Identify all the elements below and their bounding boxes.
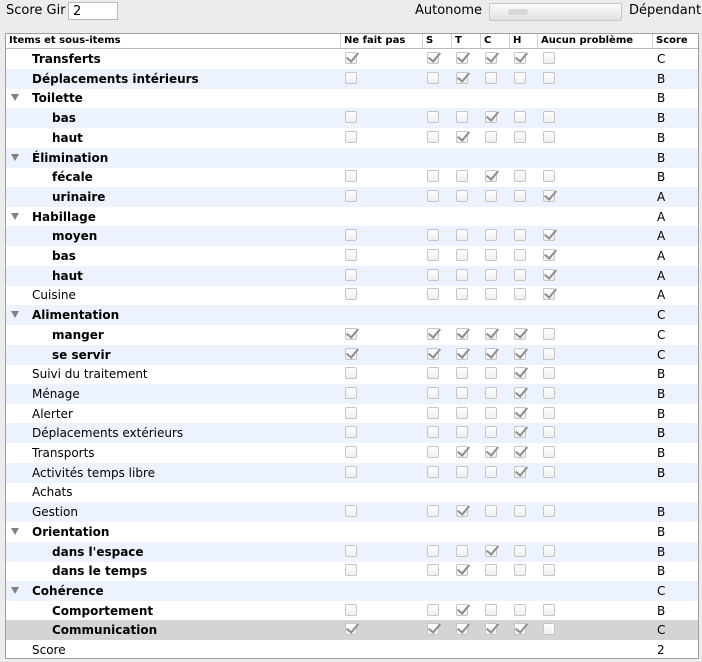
checkbox-s[interactable] <box>427 505 439 517</box>
row-score: B <box>657 111 666 126</box>
autonomy-level-indicator <box>489 3 622 21</box>
checkbox-c[interactable] <box>485 623 497 635</box>
checkbox-ne-fait-pas[interactable] <box>345 387 357 399</box>
checkbox-aucun-probleme[interactable] <box>543 269 555 281</box>
checkbox-aucun-probleme[interactable] <box>543 52 555 64</box>
checkbox-ne-fait-pas[interactable] <box>345 269 357 281</box>
checkbox-t[interactable] <box>456 131 468 143</box>
row-label: moyen <box>52 229 98 244</box>
score-gir-input[interactable] <box>68 2 118 20</box>
row-label: fécale <box>52 170 93 185</box>
checkbox-aucun-probleme[interactable] <box>543 288 555 300</box>
table-row[interactable] <box>6 49 698 69</box>
checkbox-s[interactable] <box>427 52 439 64</box>
table-row[interactable] <box>6 167 698 187</box>
checkbox-ne-fait-pas[interactable] <box>345 407 357 419</box>
checkbox-t[interactable] <box>456 348 468 360</box>
checkbox-ne-fait-pas[interactable] <box>345 348 357 360</box>
row-label: Déplacements intérieurs <box>32 71 199 86</box>
row-label: bas <box>52 111 76 126</box>
checkbox-h[interactable] <box>514 229 526 241</box>
row-score: B <box>657 130 666 145</box>
table-row[interactable] <box>6 620 698 640</box>
table-row[interactable] <box>6 305 698 325</box>
checkbox-ne-fait-pas[interactable] <box>345 623 357 635</box>
table-row[interactable] <box>6 207 698 227</box>
checkbox-h[interactable] <box>514 545 526 557</box>
table-row[interactable] <box>6 443 698 463</box>
checkbox-aucun-probleme[interactable] <box>543 367 555 379</box>
checkbox-ne-fait-pas[interactable] <box>345 446 357 458</box>
row-label: Alimentation <box>32 308 120 323</box>
checkbox-h[interactable] <box>514 131 526 143</box>
table-row[interactable] <box>6 285 698 305</box>
column-header-h[interactable]: H <box>510 34 538 48</box>
checkbox-ne-fait-pas[interactable] <box>345 249 357 261</box>
table-row[interactable] <box>6 364 698 384</box>
table-row[interactable] <box>6 601 698 621</box>
checkbox-aucun-probleme[interactable] <box>543 72 555 84</box>
table-row[interactable] <box>6 69 698 89</box>
row-score: C <box>657 308 666 323</box>
checkbox-c[interactable] <box>485 328 497 340</box>
disclosure-triangle-icon[interactable] <box>11 154 19 161</box>
checkbox-c[interactable] <box>485 229 497 241</box>
checkbox-t[interactable] <box>456 505 468 517</box>
row-score: B <box>657 524 666 539</box>
row-label: dans l'espace <box>52 544 144 559</box>
checkbox-h[interactable] <box>514 288 526 300</box>
row-score: C <box>657 327 666 342</box>
checkbox-h[interactable] <box>514 466 526 478</box>
checkbox-h[interactable] <box>514 190 526 202</box>
checkbox-t[interactable] <box>456 288 468 300</box>
row-label: Suivi du traitement <box>32 367 148 382</box>
checkbox-s[interactable] <box>427 111 439 123</box>
checkbox-aucun-probleme[interactable] <box>543 446 555 458</box>
table-header <box>6 34 698 49</box>
checkbox-ne-fait-pas[interactable] <box>345 426 357 438</box>
checkbox-h[interactable] <box>514 111 526 123</box>
checkbox-s[interactable] <box>427 269 439 281</box>
row-score: C <box>657 347 666 362</box>
table-row[interactable] <box>6 482 698 502</box>
checkbox-t[interactable] <box>456 426 468 438</box>
checkbox-t[interactable] <box>456 170 468 182</box>
checkbox-c[interactable] <box>485 72 497 84</box>
row-label: Activités temps libre <box>32 465 156 480</box>
row-label: Toilette <box>32 91 83 106</box>
row-score: B <box>657 406 666 421</box>
table-row[interactable] <box>6 88 698 108</box>
checkbox-c[interactable] <box>485 111 497 123</box>
checkbox-aucun-probleme[interactable] <box>543 328 555 340</box>
checkbox-aucun-probleme[interactable] <box>543 505 555 517</box>
row-label: Déplacements extérieurs <box>32 426 184 441</box>
checkbox-aucun-probleme[interactable] <box>543 387 555 399</box>
row-score: B <box>657 170 666 185</box>
column-header-aucun-probleme[interactable]: Aucun problème <box>538 34 653 48</box>
row-label: se servir <box>52 347 111 362</box>
checkbox-c[interactable] <box>485 466 497 478</box>
checkbox-aucun-probleme[interactable] <box>543 229 555 241</box>
checkbox-aucun-probleme[interactable] <box>543 190 555 202</box>
checkbox-s[interactable] <box>427 328 439 340</box>
checkbox-h[interactable] <box>514 348 526 360</box>
checkbox-c[interactable] <box>485 131 497 143</box>
checkbox-t[interactable] <box>456 269 468 281</box>
checkbox-aucun-probleme[interactable] <box>543 348 555 360</box>
table-row[interactable] <box>6 423 698 443</box>
checkbox-c[interactable] <box>485 367 497 379</box>
checkbox-c[interactable] <box>485 190 497 202</box>
table-row[interactable] <box>6 463 698 483</box>
autonome-label: Autonome <box>415 3 483 18</box>
row-score: A <box>657 268 666 283</box>
row-label: haut <box>52 130 83 145</box>
table-row[interactable] <box>6 345 698 365</box>
row-label: manger <box>52 327 104 342</box>
checkbox-h[interactable] <box>514 604 526 616</box>
checkbox-t[interactable] <box>456 623 468 635</box>
column-header-ne-fait-pas[interactable]: Ne fait pas <box>341 34 423 48</box>
checkbox-h[interactable] <box>514 387 526 399</box>
column-header-t[interactable]: T <box>452 34 481 48</box>
checkbox-c[interactable] <box>485 269 497 281</box>
checkbox-h[interactable] <box>514 426 526 438</box>
checkbox-s[interactable] <box>427 446 439 458</box>
table-row[interactable] <box>6 128 698 148</box>
checkbox-h[interactable] <box>514 170 526 182</box>
column-header-c[interactable]: C <box>481 34 510 48</box>
table-row[interactable] <box>6 542 698 562</box>
row-label: Élimination <box>32 150 109 165</box>
checkbox-s[interactable] <box>427 249 439 261</box>
row-score: B <box>657 603 666 618</box>
checkbox-h[interactable] <box>514 52 526 64</box>
table-row[interactable] <box>6 640 698 659</box>
row-label: dans le temps <box>52 564 148 579</box>
checkbox-ne-fait-pas[interactable] <box>345 604 357 616</box>
checkbox-t[interactable] <box>456 190 468 202</box>
checkbox-aucun-probleme[interactable] <box>543 170 555 182</box>
checkbox-aucun-probleme[interactable] <box>543 604 555 616</box>
checkbox-t[interactable] <box>456 446 468 458</box>
checkbox-aucun-probleme[interactable] <box>543 545 555 557</box>
checkbox-h[interactable] <box>514 269 526 281</box>
row-score: B <box>657 386 666 401</box>
checkbox-h[interactable] <box>514 72 526 84</box>
checkbox-ne-fait-pas[interactable] <box>345 131 357 143</box>
row-label: Transports <box>32 446 95 460</box>
table-row[interactable] <box>6 108 698 128</box>
checkbox-aucun-probleme[interactable] <box>543 564 555 576</box>
checkbox-h[interactable] <box>514 328 526 340</box>
row-label: Transferts <box>32 52 101 66</box>
checkbox-ne-fait-pas[interactable] <box>345 72 357 84</box>
checkbox-ne-fait-pas[interactable] <box>345 505 357 517</box>
table-row[interactable] <box>6 384 698 404</box>
dependant-label: Dépendant <box>629 3 702 18</box>
row-score: B <box>657 446 666 460</box>
checkbox-t[interactable] <box>456 387 468 399</box>
table-row[interactable] <box>6 246 698 266</box>
row-score: A <box>657 229 666 244</box>
row-score: 2 <box>657 643 665 657</box>
checkbox-s[interactable] <box>427 288 439 300</box>
row-label: Gestion <box>32 505 78 520</box>
disclosure-triangle-icon[interactable] <box>11 311 19 318</box>
checkbox-ne-fait-pas[interactable] <box>345 190 357 202</box>
disclosure-triangle-icon[interactable] <box>11 587 19 594</box>
checkbox-c[interactable] <box>485 505 497 517</box>
checkbox-c[interactable] <box>485 288 497 300</box>
row-score: B <box>657 426 666 441</box>
row-label: Habillage <box>32 209 96 224</box>
checkbox-t[interactable] <box>456 545 468 557</box>
row-score: A <box>657 209 666 224</box>
checkbox-h[interactable] <box>514 505 526 517</box>
row-label: Ménage <box>32 386 80 401</box>
column-header-items[interactable]: Items et sous-items <box>6 34 341 48</box>
checkbox-s[interactable] <box>427 623 439 635</box>
table-row[interactable] <box>6 266 698 286</box>
row-score: B <box>657 150 666 165</box>
checkbox-s[interactable] <box>427 466 439 478</box>
column-header-score[interactable]: Score <box>656 35 688 46</box>
table-row[interactable] <box>6 522 698 542</box>
checkbox-t[interactable] <box>456 111 468 123</box>
checkbox-s[interactable] <box>427 190 439 202</box>
checkbox-c[interactable] <box>485 387 497 399</box>
checkbox-s[interactable] <box>427 387 439 399</box>
row-score: A <box>657 189 666 204</box>
table-row[interactable] <box>6 226 698 246</box>
checkbox-s[interactable] <box>427 407 439 419</box>
checkbox-t[interactable] <box>456 466 468 478</box>
checkbox-c[interactable] <box>485 564 497 576</box>
checkbox-ne-fait-pas[interactable] <box>345 545 357 557</box>
checkbox-c[interactable] <box>485 52 497 64</box>
checkbox-h[interactable] <box>514 367 526 379</box>
row-score: B <box>657 544 666 559</box>
checkbox-c[interactable] <box>485 407 497 419</box>
checkbox-t[interactable] <box>456 367 468 379</box>
checkbox-c[interactable] <box>485 170 497 182</box>
checkbox-s[interactable] <box>427 604 439 616</box>
row-label: haut <box>52 268 83 283</box>
checkbox-s[interactable] <box>427 426 439 438</box>
checkbox-ne-fait-pas[interactable] <box>345 564 357 576</box>
row-label: urinaire <box>52 189 106 204</box>
checkbox-s[interactable] <box>427 229 439 241</box>
checkbox-ne-fait-pas[interactable] <box>345 288 357 300</box>
toolbar <box>0 0 702 30</box>
checkbox-t[interactable] <box>456 52 468 64</box>
checkbox-t[interactable] <box>456 407 468 419</box>
checkbox-ne-fait-pas[interactable] <box>345 367 357 379</box>
row-score: B <box>657 91 666 106</box>
checkbox-aucun-probleme[interactable] <box>543 466 555 478</box>
checkbox-t[interactable] <box>456 328 468 340</box>
checkbox-s[interactable] <box>427 564 439 576</box>
row-label: Communication <box>52 623 158 638</box>
table-row[interactable] <box>6 581 698 601</box>
checkbox-s[interactable] <box>427 131 439 143</box>
checkbox-h[interactable] <box>514 564 526 576</box>
row-score: B <box>657 71 666 86</box>
checkbox-c[interactable] <box>485 249 497 261</box>
checkbox-t[interactable] <box>456 229 468 241</box>
checkbox-t[interactable] <box>456 249 468 261</box>
checkbox-t[interactable] <box>456 72 468 84</box>
row-label: Achats <box>32 485 73 500</box>
items-table <box>5 33 699 659</box>
checkbox-t[interactable] <box>456 604 468 616</box>
table-row[interactable] <box>6 148 698 168</box>
row-score: C <box>657 52 666 66</box>
checkbox-aucun-probleme[interactable] <box>543 623 555 635</box>
column-header-s[interactable]: S <box>423 34 452 48</box>
checkbox-s[interactable] <box>427 72 439 84</box>
checkbox-h[interactable] <box>514 446 526 458</box>
checkbox-s[interactable] <box>427 170 439 182</box>
checkbox-s[interactable] <box>427 367 439 379</box>
score-gir-label: Score Gir <box>6 3 66 18</box>
checkbox-ne-fait-pas[interactable] <box>345 111 357 123</box>
checkbox-aucun-probleme[interactable] <box>543 426 555 438</box>
row-score: B <box>657 564 666 579</box>
checkbox-aucun-probleme[interactable] <box>543 131 555 143</box>
checkbox-c[interactable] <box>485 604 497 616</box>
row-score: C <box>657 623 666 638</box>
checkbox-c[interactable] <box>485 545 497 557</box>
checkbox-s[interactable] <box>427 348 439 360</box>
row-score: B <box>657 465 666 480</box>
checkbox-ne-fait-pas[interactable] <box>345 466 357 478</box>
disclosure-triangle-icon[interactable] <box>11 528 19 535</box>
table-row[interactable] <box>6 502 698 522</box>
checkbox-s[interactable] <box>427 545 439 557</box>
checkbox-aucun-probleme[interactable] <box>543 249 555 261</box>
disclosure-triangle-icon[interactable] <box>11 213 19 220</box>
checkbox-h[interactable] <box>514 249 526 261</box>
checkbox-ne-fait-pas[interactable] <box>345 52 357 64</box>
checkbox-t[interactable] <box>456 564 468 576</box>
checkbox-h[interactable] <box>514 407 526 419</box>
table-row[interactable] <box>6 187 698 207</box>
checkbox-c[interactable] <box>485 426 497 438</box>
table-row[interactable] <box>6 404 698 424</box>
table-row[interactable] <box>6 561 698 581</box>
checkbox-c[interactable] <box>485 446 497 458</box>
row-score: C <box>657 583 666 598</box>
checkbox-ne-fait-pas[interactable] <box>345 328 357 340</box>
row-label: Score <box>32 643 66 657</box>
table-row[interactable] <box>6 325 698 345</box>
row-label: Alerter <box>32 406 73 421</box>
checkbox-h[interactable] <box>514 623 526 635</box>
checkbox-aucun-probleme[interactable] <box>543 111 555 123</box>
checkbox-ne-fait-pas[interactable] <box>345 170 357 182</box>
row-score: B <box>657 505 666 520</box>
row-label: Comportement <box>52 603 154 618</box>
checkbox-aucun-probleme[interactable] <box>543 407 555 419</box>
row-score: B <box>657 367 666 382</box>
row-label: Cohérence <box>32 583 104 598</box>
row-label: Cuisine <box>32 288 76 303</box>
row-score: A <box>657 288 666 303</box>
checkbox-ne-fait-pas[interactable] <box>345 229 357 241</box>
row-score: A <box>657 249 666 263</box>
checkbox-c[interactable] <box>485 348 497 360</box>
disclosure-triangle-icon[interactable] <box>11 94 19 101</box>
row-label: Orientation <box>32 524 110 539</box>
row-label: bas <box>52 249 76 263</box>
